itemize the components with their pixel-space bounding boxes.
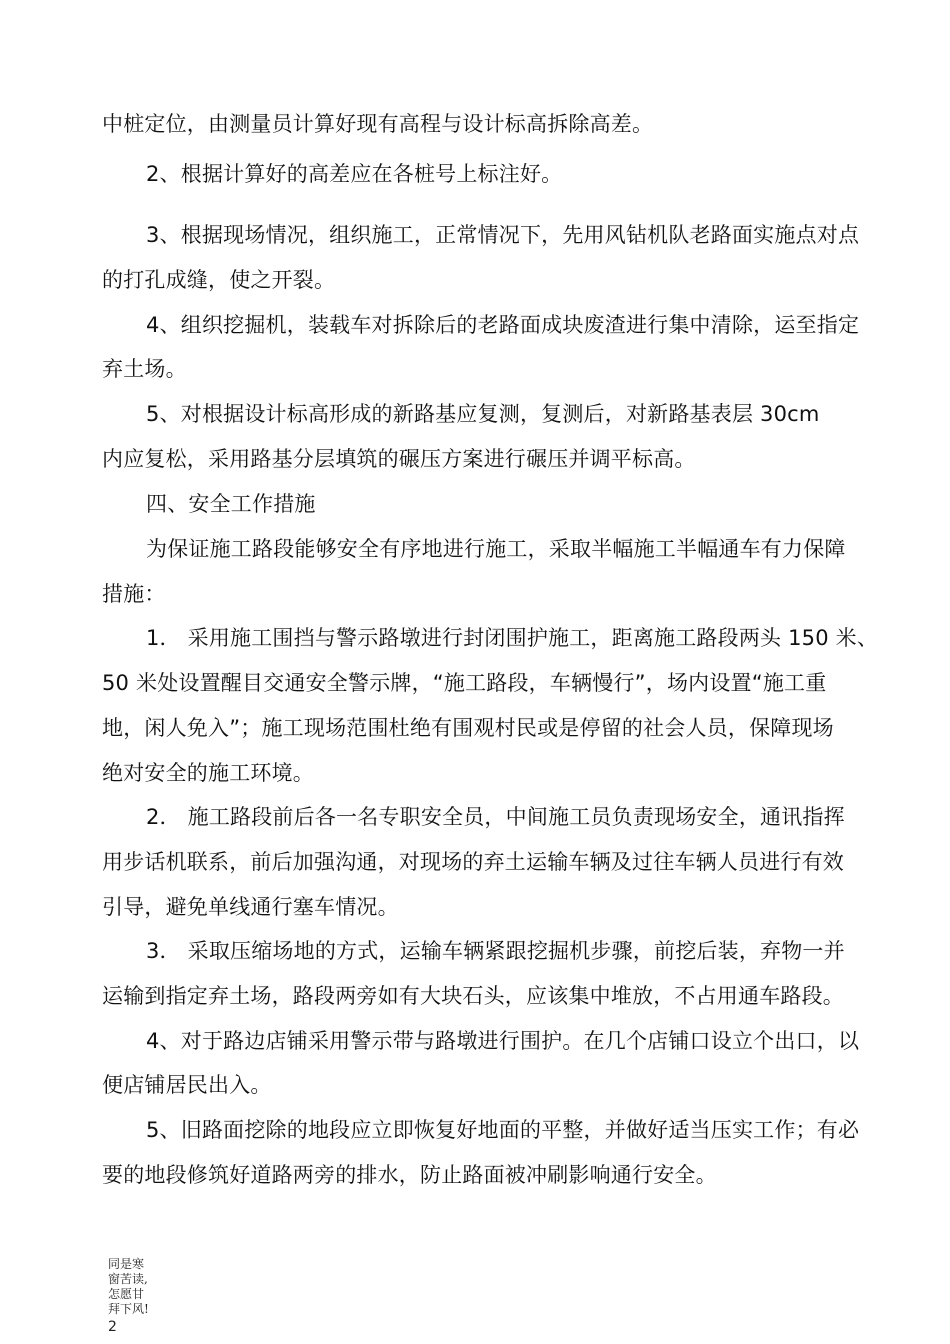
text-line-22: 便店铺居民出入。 <box>102 1073 272 1097</box>
footer-note-line-1: 同是寒 <box>108 1257 145 1271</box>
text-line-15: 绝对安全的施工环境。 <box>102 761 314 785</box>
text-line-6: 弃土场。 <box>102 357 187 381</box>
text-line-24: 要的地段修筑好道路两旁的排水，防止路面被冲刷影响通行安全。 <box>102 1163 717 1187</box>
text-line-13: 50 米处设置醒目交通安全警示牌，“施工路段，车辆慢行”，场内设置“施工重 <box>102 671 827 695</box>
text-line-21: 4、对于路边店铺采用警示带与路墩进行围护。在几个店铺口设立个出口，以 <box>146 1029 860 1053</box>
text-line-4: 的打孔成缝，使之开裂。 <box>102 268 336 292</box>
text-line-16: 2． 施工路段前后各一名专职安全员，中间施工员负责现场安全，通讯指挥 <box>146 805 845 829</box>
text-line-1: 中桩定位，由测量员计算好现有高程与设计标高拆除高差。 <box>102 112 654 136</box>
text-line-23: 5、旧路面挖除的地段应立即恢复好地面的平整，并做好适当压实工作；有必 <box>146 1118 860 1142</box>
text-line-14: 地，闲人免入”；施工现场范围杜绝有围观村民或是停留的社会人员，保障现场 <box>102 716 834 740</box>
text-line-10: 为保证施工路段能够安全有序地进行施工，采取半幅施工半幅通车有力保障 <box>146 537 846 561</box>
footer-note-line-2: 窗苦读, <box>108 1272 148 1286</box>
text-line-5: 4、组织挖掘机，装载车对拆除后的老路面成块废渣进行集中清除，运至指定 <box>146 313 860 337</box>
text-line-20: 运输到指定弃土场，路段两旁如有大块石头，应该集中堆放，不占用通车路段。 <box>102 984 844 1008</box>
text-line-17: 用步话机联系，前后加强沟通，对现场的弃土运输车辆及过往车辆人员进行有效 <box>102 850 844 874</box>
footer-note-line-4: 拜下风! <box>108 1302 149 1316</box>
text-line-12: 1． 采用施工围挡与警示路墩进行封闭围护施工，距离施工路段两头 150 米、 <box>146 626 879 650</box>
text-line-18: 引导，避免单线通行塞车情况。 <box>102 895 399 919</box>
text-line-19: 3． 采取压缩场地的方式，运输车辆紧跟挖掘机步骤，前挖后装，弃物一并 <box>146 939 845 963</box>
text-line-11: 措施： <box>102 582 166 606</box>
text-line-7: 5、对根据设计标高形成的新路基应复测，复测后，对新路基表层 30cm <box>146 402 820 426</box>
footer-note-line-3: 怎愿甘 <box>108 1287 145 1301</box>
section-heading: 四、安全工作措施 <box>146 492 316 516</box>
text-line-2: 2、根据计算好的高差应在各桩号上标注好。 <box>146 162 563 186</box>
page-number: 2 <box>108 1319 117 1335</box>
text-line-3: 3、根据现场情况，组织施工，正常情况下，先用风钻机队老路面实施点对点 <box>146 223 860 247</box>
text-line-8: 内应复松，采用路基分层填筑的碾压方案进行碾压并调平标高。 <box>102 447 696 471</box>
